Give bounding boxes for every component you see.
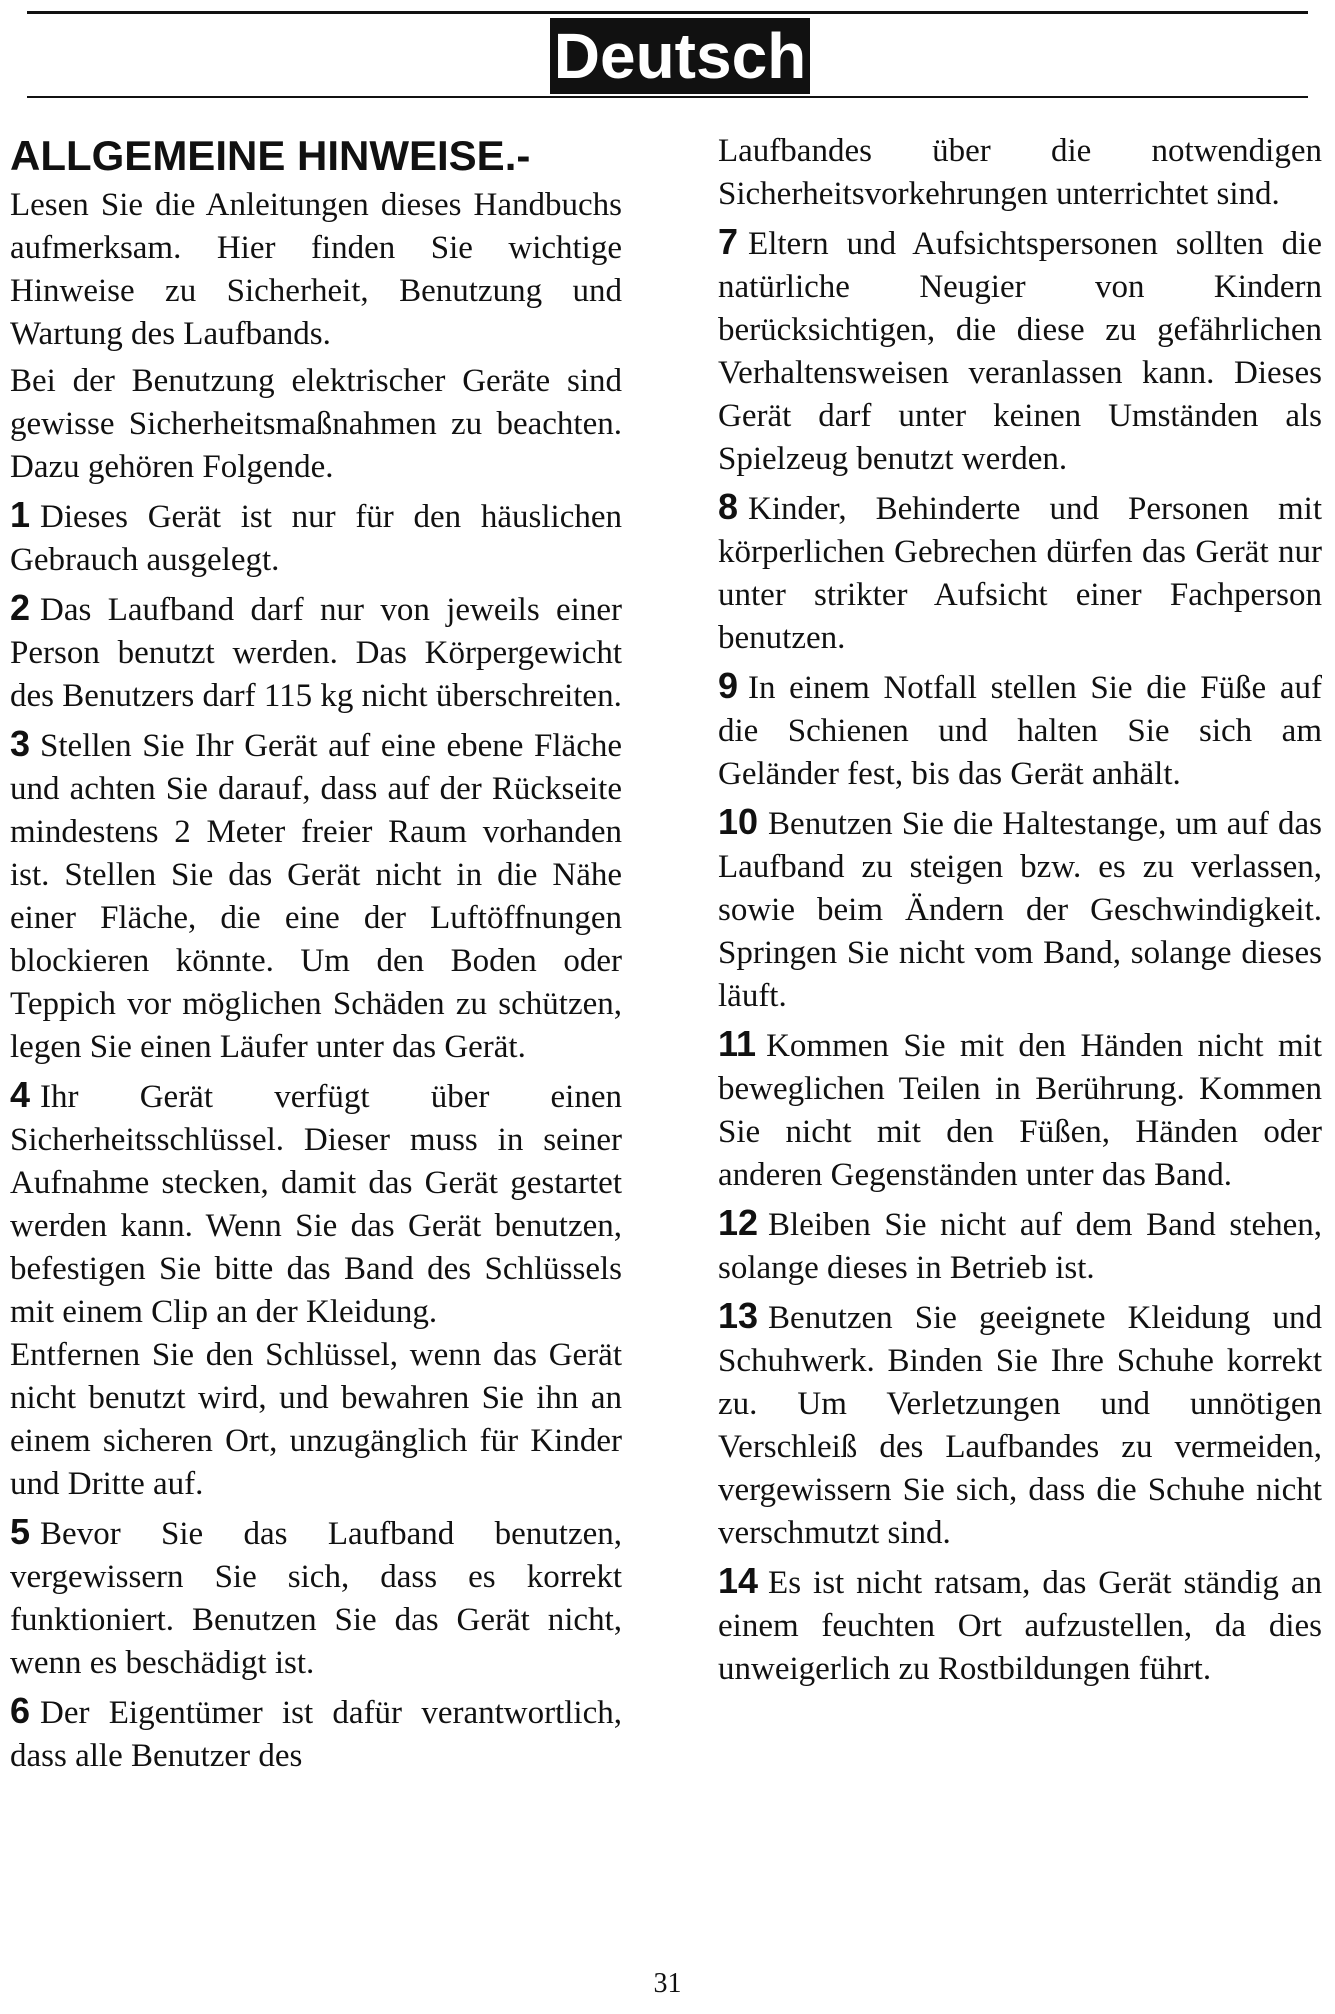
item-text: Stellen Sie Ihr Gerät auf eine ebene Fläche und achten Sie darauf, dass auf der Rückseite mindestens 2 Meter freier Raum vorhanden ist. Stellen Sie das Gerät nicht in die Nähe einer Fläche, die eine der Luftöffnungen blockieren könnte. Um den Boden oder Teppich vor möglichen Schäden zu schützen, legen Sie einen Läufer unter das Gerät. xyxy=(10,728,622,1065)
item-text: Kinder, Behinderte und Personen mit körperlichen Gebrechen dürfen das Gerät nur unter strikter Aufsicht einer Fachperson benutzen. xyxy=(718,491,1322,656)
list-item xyxy=(10,1689,622,1778)
list-item xyxy=(10,1510,622,1685)
item-number: 1 xyxy=(10,494,31,535)
intro-paragraph: Bei der Benutzung elektrischer Geräte sind gewisse Sicherheitsmaßnahmen zu beachten. Dazu gehören Folgende. xyxy=(10,363,622,485)
list-item xyxy=(718,800,1322,1018)
list-item xyxy=(718,1022,1322,1197)
item-text: Eltern und Aufsichtspersonen sollten die natürliche Neugier von Kindern berücksichtigen, die diese zu gefährlichen Verhaltensweisen veranlassen kann. Dieses Gerät darf unter keinen Umständen als Spielzeug benutzt werden. xyxy=(718,226,1322,477)
list-item xyxy=(10,586,622,718)
item-text: Benutzen Sie geeignete Kleidung und Schuhwerk. Binden Sie Ihre Schuhe korrekt zu. Um Verletzungen und unnötigen Verschleiß des Laufbandes zu vermeiden, vergewissern Sie sich, dass die Schuhe nicht verschmutzt sind. xyxy=(718,1300,1322,1551)
item-text: Es ist nicht ratsam, das Gerät ständig an einem feuchten Ort aufzustellen, da dies unweigerlich zu Rostbildungen führt. xyxy=(718,1565,1322,1687)
item-text: Bleiben Sie nicht auf dem Band stehen, solange dieses in Betrieb ist. xyxy=(718,1207,1322,1286)
left-column xyxy=(10,130,622,1782)
header-top-rule xyxy=(27,11,1308,14)
item-text: Kommen Sie mit den Händen nicht mit beweglichen Teilen in Berührung. Kommen Sie nicht mit den Füßen, Händen oder anderen Gegenständen unter das Band. xyxy=(718,1028,1322,1193)
list-item xyxy=(718,1201,1322,1290)
right-column xyxy=(718,130,1322,1695)
list-item xyxy=(718,1559,1322,1691)
list-item xyxy=(10,1073,622,1334)
item-number: 14 xyxy=(718,1560,759,1601)
item-number: 7 xyxy=(718,221,739,262)
list-item xyxy=(718,485,1322,660)
item-number: 10 xyxy=(718,801,759,842)
item-text: Bevor Sie das Laufband benutzen, vergewissern Sie sich, dass es korrekt funktioniert. Benutzen Sie das Gerät nicht, wenn es beschädigt ist. xyxy=(10,1516,622,1681)
item-number: 5 xyxy=(10,1511,31,1552)
list-item xyxy=(718,1294,1322,1555)
list-item xyxy=(718,664,1322,796)
item-number: 2 xyxy=(10,587,31,628)
intro-paragraph: Lesen Sie die Anleitungen dieses Handbuchs aufmerksam. Hier finden Sie wichtige Hinweise zu Sicherheit, Benutzung und Wartung des Laufbands. xyxy=(10,187,622,352)
item-number: 9 xyxy=(718,665,739,706)
item-number: 3 xyxy=(10,723,31,764)
item-number: 8 xyxy=(718,486,739,527)
item-number: 12 xyxy=(718,1202,759,1243)
page-number: 31 xyxy=(653,1968,682,1999)
item-text: Der Eigentümer ist dafür verantwortlich, dass alle Benutzer des xyxy=(10,1695,622,1774)
language-label: Deutsch xyxy=(550,18,810,94)
continuation-paragraph: Laufbandes über die notwendigen Sicherheitsvorkehrungen unterrichtet sind. xyxy=(718,133,1322,212)
item-number: 11 xyxy=(718,1023,757,1064)
item-text: Dieses Gerät ist nur für den häuslichen Gebrauch ausgelegt. xyxy=(10,499,622,578)
header-bottom-rule xyxy=(27,96,1308,98)
item-number: 13 xyxy=(718,1295,759,1336)
item-number: 4 xyxy=(10,1074,31,1115)
item-text: Das Laufband darf nur von jeweils einer Person benutzt werden. Das Körpergewicht des Benutzers darf 115 kg nicht überschreiten. xyxy=(10,592,622,714)
list-item xyxy=(718,220,1322,481)
section-heading: ALLGEMEINE HINWEISE.- xyxy=(10,132,531,179)
list-item xyxy=(10,722,622,1069)
item-text: Benutzen Sie die Haltestange, um auf das Laufband zu steigen bzw. es zu verlassen, sowie beim Ändern der Geschwindigkeit. Springen Sie nicht vom Band, solange dieses läuft. xyxy=(718,806,1322,1014)
item-number: 6 xyxy=(10,1690,31,1731)
list-item-continuation: Entfernen Sie den Schlüssel, wenn das Gerät nicht benutzt wird, und bewahren Sie ihn an einem sicheren Ort, unzugänglich für Kinder und Dritte auf. xyxy=(10,1337,622,1502)
item-text: Ihr Gerät verfügt über einen Sicherheitsschlüssel. Dieser muss in seiner Aufnahme stecken, damit das Gerät gestartet werden kann. Wenn Sie das Gerät benutzen, befestigen Sie bitte das Band des Schlüssels mit einem Clip an der Kleidung. xyxy=(10,1079,622,1330)
item-text: In einem Notfall stellen Sie die Füße auf die Schienen und halten Sie sich am Geländer fest, bis das Gerät anhält. xyxy=(718,670,1322,792)
list-item xyxy=(10,493,622,582)
